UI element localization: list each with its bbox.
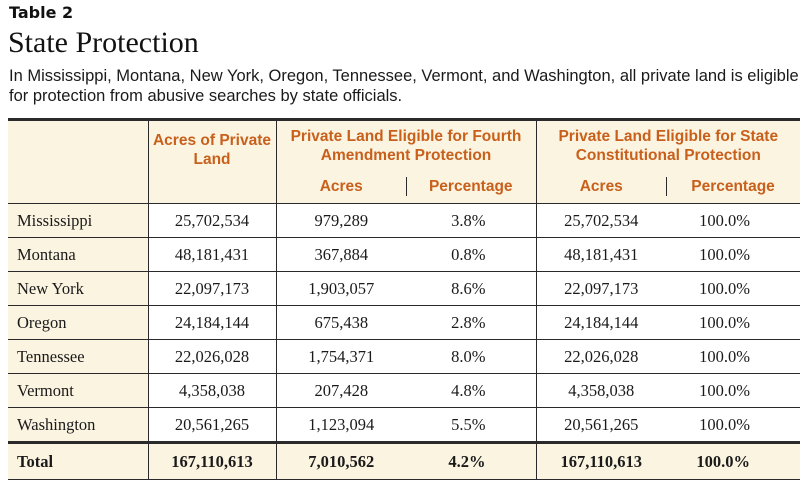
total-label: Total [8,443,148,480]
sc-percentage: 100.0% [666,374,800,408]
fa-acres: 979,289 [276,204,406,238]
table-row [8,340,800,374]
header-state-blank [8,120,148,204]
fa-percentage: 3.8% [406,204,536,238]
fa-acres: 367,884 [276,238,406,272]
fa-acres: 1,123,094 [276,408,406,443]
sc-acres: 20,561,265 [536,408,666,443]
fa-percentage: 0.8% [406,238,536,272]
total-sc-percentage: 100.0% [666,443,800,480]
sc-acres: 22,026,028 [536,340,666,374]
sc-acres: 4,358,038 [536,374,666,408]
table-row [8,374,800,408]
sc-percentage: 100.0% [666,340,800,374]
header-state-constitutional: Private Land Eligible for State Constitutional Protection [536,120,800,172]
state-name: Washington [8,408,148,443]
fa-percentage: 2.8% [406,306,536,340]
header-fa-percentage: Percentage [406,171,536,204]
sc-percentage: 100.0% [666,204,800,238]
total-fa-acres: 7,010,562 [276,443,406,480]
private-acres: 22,097,173 [148,272,276,306]
state-protection-table [8,118,800,480]
table-label: Table 2 [9,3,74,22]
state-name: Mississippi [8,204,148,238]
table-row [8,204,800,238]
state-name: New York [8,272,148,306]
header-fa-acres: Acres [276,171,406,204]
sc-percentage: 100.0% [666,238,800,272]
sc-acres: 22,097,173 [536,272,666,306]
table-row [8,306,800,340]
sc-percentage: 100.0% [666,408,800,443]
total-sc-acres: 167,110,613 [536,443,666,480]
total-fa-percentage: 4.2% [406,443,536,480]
private-acres: 25,702,534 [148,204,276,238]
table-row [8,238,800,272]
page-title: State Protection [8,26,199,59]
table-row [8,408,800,443]
sc-acres: 24,184,144 [536,306,666,340]
sc-percentage: 100.0% [666,272,800,306]
sc-acres: 48,181,431 [536,238,666,272]
fa-acres: 675,438 [276,306,406,340]
fa-percentage: 8.6% [406,272,536,306]
header-acres-private-land: Acres of Private Land [148,120,276,204]
total-row [8,443,800,480]
subtitle: In Mississippi, Montana, New York, Oregon, Tennessee, Vermont, and Washington, all private land is eligible for protection from abusive searches by state officials. [9,67,799,105]
fa-percentage: 4.8% [406,374,536,408]
private-acres: 20,561,265 [148,408,276,443]
private-acres: 4,358,038 [148,374,276,408]
fa-percentage: 8.0% [406,340,536,374]
table-row [8,272,800,306]
fa-percentage: 5.5% [406,408,536,443]
state-name: Vermont [8,374,148,408]
private-acres: 48,181,431 [148,238,276,272]
sc-acres: 25,702,534 [536,204,666,238]
state-name: Tennessee [8,340,148,374]
state-name: Oregon [8,306,148,340]
sc-percentage: 100.0% [666,306,800,340]
fa-acres: 1,903,057 [276,272,406,306]
private-acres: 24,184,144 [148,306,276,340]
state-name: Montana [8,238,148,272]
private-acres: 22,026,028 [148,340,276,374]
fa-acres: 1,754,371 [276,340,406,374]
total-private-acres: 167,110,613 [148,443,276,480]
header-fourth-amendment: Private Land Eligible for Fourth Amendment Protection [276,120,536,172]
header-sc-acres: Acres [536,171,666,204]
header-sc-percentage: Percentage [666,171,800,204]
fa-acres: 207,428 [276,374,406,408]
